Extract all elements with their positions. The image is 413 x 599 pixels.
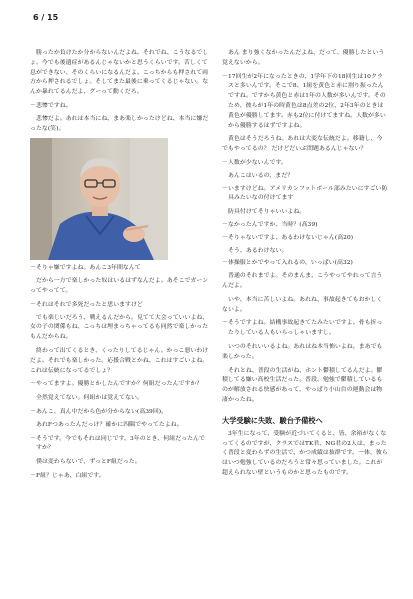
- question-line: －いますけどね。アメリカンフットボール部みたいにすごい防具みたいなの付けてます: [222, 185, 388, 202]
- paragraph: でも楽しいだろう、戦えるんだから。見てて大会っていいよね、女の子の関係もね、こっちは埋まっちゃってるも同然で楽しかったもんだからね。: [30, 314, 209, 341]
- question-line: －F組？じゃあ、白組です。: [30, 472, 105, 479]
- left-column: [30, 49, 210, 485]
- right-column: [222, 49, 388, 483]
- paragraph: あんこはいるの、まだ？: [228, 172, 294, 179]
- question-line: －そうです。今でもそれは同じです。3年のとき、何組だったんですか？: [30, 435, 205, 452]
- question-line: －そうですよね。結構事故起きてたみたいですよ。骨も折ったりしている人もいらっしゃいますし。: [222, 320, 383, 337]
- question-line: －それはそれで多死だったと思いますけど: [30, 301, 143, 308]
- question-line: －人数が少ないんです。: [222, 159, 287, 166]
- paragraph: 僕は変わらないで、ずっとF組だった。: [36, 459, 141, 466]
- question-line: －あんこ、真ん中だから色が分からない(高39回)。: [30, 408, 168, 415]
- paragraph: あれFつあったんだっけ？確かに四隅でやってたよね。: [36, 421, 183, 428]
- paragraph: だから一方で楽しかった奴はいるはずなんだよ。あそこでガーンってやってて。: [30, 278, 209, 294]
- interview-photo: [30, 138, 168, 260]
- page-number: 6 / 15: [33, 13, 59, 22]
- paragraph: そう、あるわけない。: [228, 247, 288, 254]
- question-line: －体操服とかでやって入れるの、いっぱい(高32): [222, 260, 353, 267]
- question-line: －そりゃないですよ、あるわけないじゃん(高20): [222, 234, 354, 241]
- paragraph: 勝ったか負けたか分からないんだよね。それでね、こうなるでしょ。今でも後遺症があるんじゃないかと思うくらいです。苦しくて息ができない、そのくらいになるんだよ。こっちからも押されて両方から押されるでしょ。そしてまた最後に乗ってくるじゃない。なんか暴れてるんだよ、グーって動くだろ。: [30, 50, 209, 96]
- paragraph: 普通のそれまでよ。そのまんま、こうやってやれって言うんだよ。: [222, 273, 383, 289]
- paragraph: いつのそれいいるよね。あれはね本当怖いよね。まあでも楽しかった。: [222, 343, 383, 360]
- person-illustration: [30, 138, 168, 260]
- paragraph: 終わって出てくるとき、くったりしてるじゃん。かっこ悪いわけだよ。それでも楽しかった。応援合戦とかね、これはすごいよね。これは伝統になってるでしょ？: [30, 347, 209, 374]
- paragraph: 防具付けてそりゃいいよね。: [228, 209, 306, 216]
- paragraph: 黄色はそうだろうね。あれは大変な伝統だよ。移籍し、今でもやってるの？ だけどだいぶ問題あるんじゃない？: [222, 136, 383, 153]
- question-line: －そりゃ嫌ですよね。あんこ3年間なんて: [30, 265, 141, 272]
- paragraph: あん まり強くなかったんだよね、だって、優勝したという覚えないから。: [222, 50, 385, 66]
- question-line: －悲惨ですね。: [30, 102, 72, 109]
- paragraph: いや、本当に苦しいよね。あれね、事故起きてもおかしくないよ。: [222, 296, 383, 313]
- question-line: －やってますよ。優勝とかしたんですか？何組だったんですか？: [30, 381, 203, 388]
- question-line: －なかったんですか、当時？(高39): [222, 221, 318, 228]
- paragraph: 3年生になって、受験が近づいてくると、皆、余裕がなくなってくるのですが、クラスではTK君、NG君の2人は、まったく普段と変わらずの生活で、かつ成績は抜群です。一体、彼らはいつ勉強しているのだろうと常々思っていました。これが超えられない壁というものかと思ったものです。: [222, 430, 388, 476]
- paragraph: 全然覚えてない。何組かは覚えてない。: [36, 395, 143, 402]
- paragraph: それとね、普段の生活がね、ホント鬱積してるんだよ。鬱積してる嫌い高校生活だった。普段、勉強で鬱積しているものが解放される快感があって、やっぱり小山台の運動会は物凄かったね。: [222, 367, 383, 403]
- question-line: －17回生が2年になったときの、1学年下の18回生は10クラスと多いんです。そこで8、1組を黄色と赤に割り振ったんですね。ですから黄色と赤は1年の人数が多いんです。そのため、彼らが1年の時黄色は8点差の2位、2年3年のときは黄色が優勝してます。赤も2位に付けてますね。人数が多いから優勝するはずですよね。: [222, 73, 386, 129]
- section-heading: 大学受験に失敗、駿台予備校へ: [222, 415, 323, 425]
- paragraph: 悲惨だよ。あれは本当にね、まあ楽しかったけどね、本当に嫌だったな(笑)。: [30, 115, 209, 132]
